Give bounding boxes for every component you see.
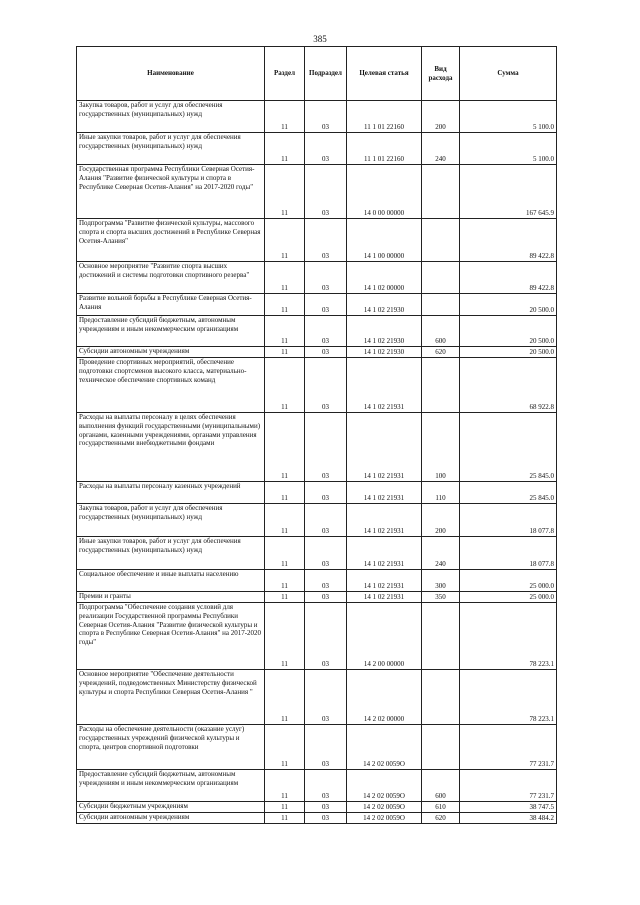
- cell-expense-type: 620: [422, 347, 460, 358]
- cell-section: 11: [265, 603, 305, 670]
- cell-section: 11: [265, 262, 305, 294]
- cell-section: 11: [265, 504, 305, 537]
- cell-expense-type: 300: [422, 570, 460, 592]
- cell-sum: 20 500.0: [460, 316, 557, 347]
- cell-subsection: 03: [305, 219, 347, 262]
- cell-subsection: 03: [305, 770, 347, 802]
- cell-sum: 89 422.8: [460, 219, 557, 262]
- cell-name: Предоставление субсидий бюджетным, автономным учреждениям и иным некоммерческим организациям: [77, 770, 265, 802]
- cell-subsection: 03: [305, 725, 347, 770]
- cell-target: 14 2 02 00000: [347, 670, 422, 725]
- cell-target: 14 1 02 21931: [347, 358, 422, 413]
- cell-target: 14 1 02 21931: [347, 592, 422, 603]
- table-row: [77, 316, 557, 347]
- cell-expense-type: [422, 670, 460, 725]
- cell-name: Проведение спортивных мероприятий, обеспечение подготовки спортсменов высокого класса, материально-техническое обеспечение спортивных команд: [77, 358, 265, 413]
- cell-section: 11: [265, 802, 305, 813]
- cell-subsection: 03: [305, 133, 347, 165]
- cell-target: 14 1 02 21930: [347, 347, 422, 358]
- cell-target: 14 1 02 21930: [347, 294, 422, 316]
- budget-table: [76, 46, 557, 824]
- cell-sum: 77 231.7: [460, 770, 557, 802]
- cell-target: 14 2 02 0059O: [347, 725, 422, 770]
- cell-sum: 18 077.8: [460, 504, 557, 537]
- cell-subsection: 03: [305, 537, 347, 570]
- cell-target: 14 2 00 00000: [347, 603, 422, 670]
- table-row: [77, 592, 557, 603]
- header-subsection: Подраздел: [305, 47, 347, 101]
- cell-target: 14 1 02 21931: [347, 570, 422, 592]
- table-row: [77, 358, 557, 413]
- cell-target: 14 2 02 0059O: [347, 813, 422, 824]
- table-row: [77, 537, 557, 570]
- cell-target: 14 1 00 00000: [347, 219, 422, 262]
- cell-target: 14 1 02 21930: [347, 316, 422, 347]
- cell-subsection: 03: [305, 358, 347, 413]
- cell-name: Субсидии бюджетным учреждениям: [77, 802, 265, 813]
- cell-name: Иные закупки товаров, работ и услуг для обеспечения государственных (муниципальных) нужд: [77, 133, 265, 165]
- cell-sum: 20 500.0: [460, 294, 557, 316]
- cell-section: 11: [265, 725, 305, 770]
- cell-section: 11: [265, 592, 305, 603]
- cell-name: Закупка товаров, работ и услуг для обеспечения государственных (муниципальных) нужд: [77, 504, 265, 537]
- cell-section: 11: [265, 570, 305, 592]
- cell-expense-type: 350: [422, 592, 460, 603]
- cell-subsection: 03: [305, 670, 347, 725]
- cell-name: Социальное обеспечение и иные выплаты населению: [77, 570, 265, 592]
- table-row: [77, 504, 557, 537]
- cell-target: 11 1 01 22160: [347, 101, 422, 133]
- cell-name: Подпрограмма "Обеспечение создания условий для реализации Государственной программы Республики Северная Осетия-Алания "Развитие физической культуры и спорта в Республике Северная Осетия-Алания" на 2017-2020 годы": [77, 603, 265, 670]
- cell-section: 11: [265, 537, 305, 570]
- cell-subsection: 03: [305, 592, 347, 603]
- table-row: [77, 725, 557, 770]
- cell-section: 11: [265, 101, 305, 133]
- cell-section: 11: [265, 482, 305, 504]
- cell-name: Закупка товаров, работ и услуг для обеспечения государственных (муниципальных) нужд: [77, 101, 265, 133]
- cell-name: Развитие вольной борьбы в Республике Северная Осетия-Алания: [77, 294, 265, 316]
- cell-section: 11: [265, 294, 305, 316]
- cell-section: 11: [265, 347, 305, 358]
- cell-name: Субсидии автономным учреждениям: [77, 813, 265, 824]
- cell-expense-type: 240: [422, 133, 460, 165]
- cell-name: Основное мероприятие "Развитие спорта высших достижений и системы подготовки спортивного резерва": [77, 262, 265, 294]
- cell-subsection: 03: [305, 101, 347, 133]
- cell-sum: 25 845.0: [460, 482, 557, 504]
- table-row: [77, 101, 557, 133]
- page-number: 385: [313, 34, 327, 44]
- cell-target: 14 2 02 0059O: [347, 802, 422, 813]
- cell-expense-type: 620: [422, 813, 460, 824]
- cell-expense-type: 200: [422, 101, 460, 133]
- table-row: [77, 813, 557, 824]
- table-row: [77, 670, 557, 725]
- header-target: Целевая статья: [347, 47, 422, 101]
- cell-expense-type: 610: [422, 802, 460, 813]
- table-row: [77, 262, 557, 294]
- cell-section: 11: [265, 358, 305, 413]
- header-section: Раздел: [265, 47, 305, 101]
- table-row: [77, 802, 557, 813]
- cell-expense-type: [422, 165, 460, 219]
- cell-name: Субсидии автономным учреждениям: [77, 347, 265, 358]
- cell-subsection: 03: [305, 262, 347, 294]
- cell-expense-type: [422, 725, 460, 770]
- cell-subsection: 03: [305, 316, 347, 347]
- cell-expense-type: [422, 603, 460, 670]
- cell-expense-type: 110: [422, 482, 460, 504]
- cell-target: 14 1 02 21931: [347, 482, 422, 504]
- cell-subsection: 03: [305, 570, 347, 592]
- cell-section: 11: [265, 413, 305, 482]
- table-header-row: [77, 47, 557, 101]
- cell-target: 14 1 02 00000: [347, 262, 422, 294]
- cell-sum: 68 922.8: [460, 358, 557, 413]
- cell-subsection: 03: [305, 165, 347, 219]
- cell-expense-type: [422, 358, 460, 413]
- cell-name: Подпрограмма "Развитие физической культуры, массового спорта и спорта высших достижений в Республике Северная Осетия-Алания": [77, 219, 265, 262]
- cell-subsection: 03: [305, 802, 347, 813]
- cell-expense-type: 600: [422, 770, 460, 802]
- cell-subsection: 03: [305, 603, 347, 670]
- cell-sum: 77 231.7: [460, 725, 557, 770]
- table-row: [77, 770, 557, 802]
- cell-name: Премии и гранты: [77, 592, 265, 603]
- cell-subsection: 03: [305, 813, 347, 824]
- cell-target: 14 1 02 21931: [347, 413, 422, 482]
- cell-name: Государственная программа Республики Северная Осетия-Алания "Развитие физической культуры и спорта в Республике Северная Осетия-Алания" на 2017-2020 годы": [77, 165, 265, 219]
- cell-sum: 89 422.8: [460, 262, 557, 294]
- cell-expense-type: [422, 294, 460, 316]
- cell-name: Основное мероприятие "Обеспечение деятельности учреждений, подведомственных Министерству физической культуры и спорта Республики Северная Осетия-Алания ": [77, 670, 265, 725]
- cell-subsection: 03: [305, 347, 347, 358]
- cell-name: Расходы на выплаты персоналу в целях обеспечения выполнения функций государственными (муниципальными) органами, казенными учреждениями, органами управления государственными внебюджетными фондами: [77, 413, 265, 482]
- header-expense-type: Вид расхода: [422, 47, 460, 101]
- table-row: [77, 482, 557, 504]
- cell-name: Расходы на выплаты персоналу казенных учреждений: [77, 482, 265, 504]
- table-row: [77, 219, 557, 262]
- table-body: [77, 101, 557, 824]
- cell-target: 14 0 00 00000: [347, 165, 422, 219]
- cell-section: 11: [265, 813, 305, 824]
- cell-sum: 5 100.0: [460, 101, 557, 133]
- cell-subsection: 03: [305, 413, 347, 482]
- table-row: [77, 570, 557, 592]
- table-row: [77, 133, 557, 165]
- cell-sum: 25 000.0: [460, 592, 557, 603]
- cell-sum: 5 100.0: [460, 133, 557, 165]
- cell-section: 11: [265, 165, 305, 219]
- cell-section: 11: [265, 316, 305, 347]
- cell-sum: 167 645.9: [460, 165, 557, 219]
- cell-expense-type: [422, 262, 460, 294]
- cell-sum: 18 077.8: [460, 537, 557, 570]
- header-sum: Сумма: [460, 47, 557, 101]
- cell-subsection: 03: [305, 294, 347, 316]
- cell-name: Предоставление субсидий бюджетным, автономным учреждениям и иным некоммерческим организациям: [77, 316, 265, 347]
- cell-target: 14 1 02 21931: [347, 537, 422, 570]
- cell-expense-type: [422, 219, 460, 262]
- cell-expense-type: 600: [422, 316, 460, 347]
- cell-section: 11: [265, 219, 305, 262]
- cell-expense-type: 100: [422, 413, 460, 482]
- table-row: [77, 294, 557, 316]
- table-row: [77, 603, 557, 670]
- cell-sum: 78 223.1: [460, 670, 557, 725]
- cell-subsection: 03: [305, 482, 347, 504]
- cell-sum: 20 500.0: [460, 347, 557, 358]
- cell-name: Расходы на обеспечение деятельности (оказание услуг) государственных учреждений физической культуры и спорта, центров спортивной подготовки: [77, 725, 265, 770]
- table-row: [77, 413, 557, 482]
- cell-section: 11: [265, 133, 305, 165]
- cell-expense-type: 240: [422, 537, 460, 570]
- table-row: [77, 165, 557, 219]
- table-row: [77, 347, 557, 358]
- cell-section: 11: [265, 770, 305, 802]
- cell-subsection: 03: [305, 504, 347, 537]
- cell-sum: 25 000.0: [460, 570, 557, 592]
- header-name: Наименование: [77, 47, 265, 101]
- cell-expense-type: 200: [422, 504, 460, 537]
- cell-target: 14 2 02 0059O: [347, 770, 422, 802]
- cell-sum: 38 747.5: [460, 802, 557, 813]
- cell-sum: 78 223.1: [460, 603, 557, 670]
- cell-name: Иные закупки товаров, работ и услуг для обеспечения государственных (муниципальных) нужд: [77, 537, 265, 570]
- cell-section: 11: [265, 670, 305, 725]
- cell-sum: 38 484.2: [460, 813, 557, 824]
- cell-target: 14 1 02 21931: [347, 504, 422, 537]
- cell-sum: 25 845.0: [460, 413, 557, 482]
- cell-target: 11 1 01 22160: [347, 133, 422, 165]
